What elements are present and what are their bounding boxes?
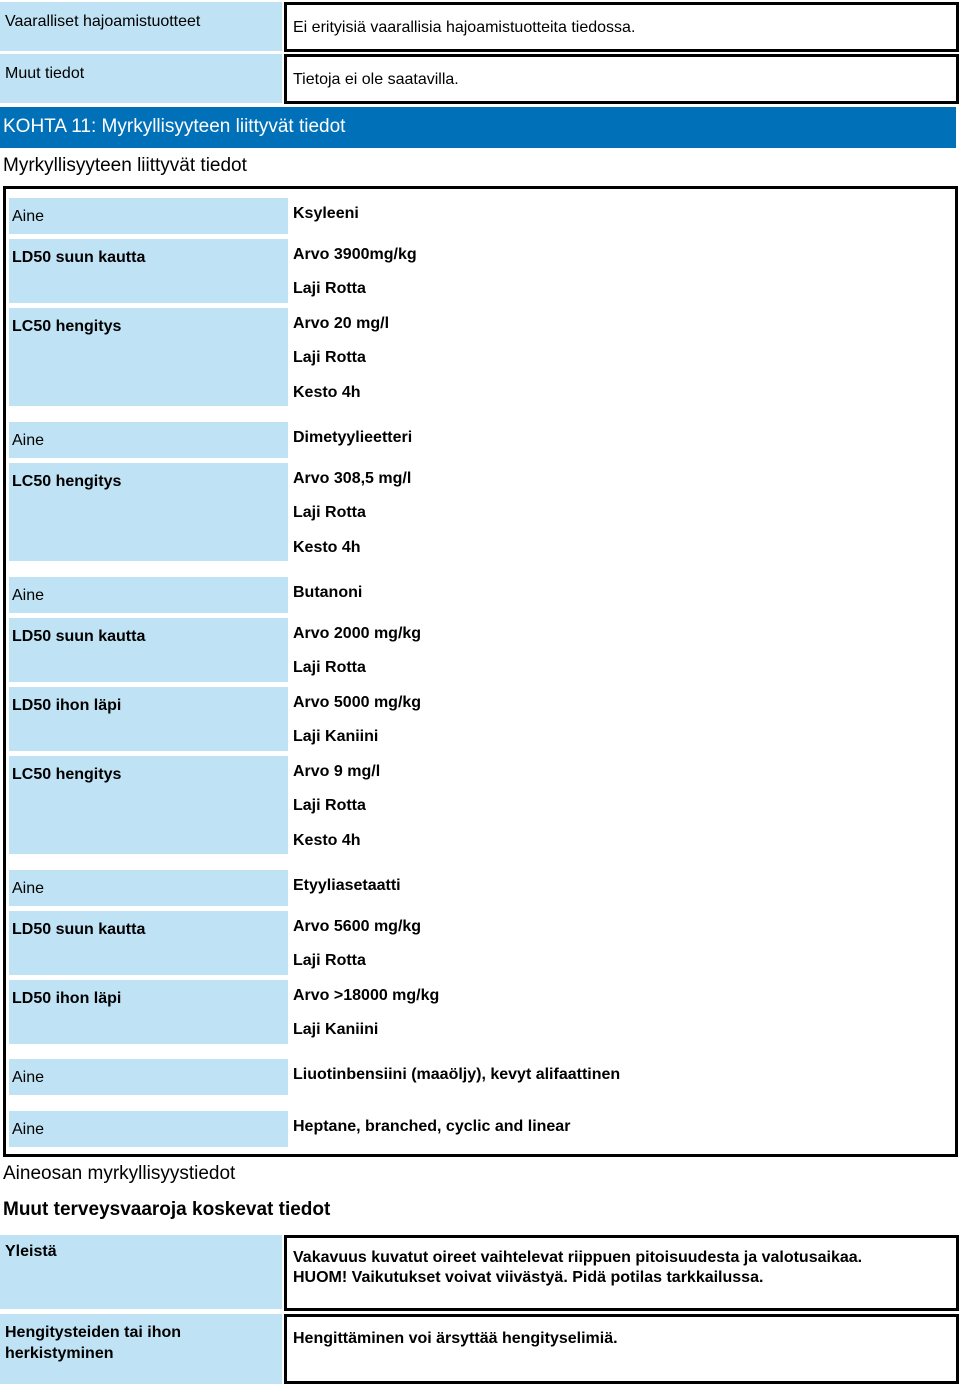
aine-label-cell [9, 198, 288, 234]
test-value: Kesto 4h [293, 832, 361, 849]
section-title: KOHTA 11: Myrkyllisyyteen liittyvät tiedot [3, 116, 346, 137]
substance-name: Ksyleeni [293, 205, 359, 222]
aine-label: Aine [12, 880, 45, 897]
substance-name: Etyyliasetaatti [293, 877, 401, 894]
test-value: Laji Rotta [293, 659, 366, 676]
test-value: Kesto 4h [293, 384, 361, 401]
row-label: Yleistä [5, 1243, 57, 1260]
substance-name: Butanoni [293, 584, 363, 601]
row-label: Muut tiedot [5, 65, 85, 82]
row-value: Tietoja ei ole saatavilla. [293, 71, 459, 88]
row-value-cell [284, 1314, 959, 1384]
test-value: Arvo 308,5 mg/l [293, 470, 412, 487]
aine-label: Aine [12, 208, 45, 225]
aine-label: Aine [12, 587, 45, 604]
aine-label-cell [9, 577, 288, 613]
test-value: Laji Rotta [293, 952, 366, 969]
row-label: Hengitysteiden tai ihon [5, 1324, 182, 1341]
test-value: Laji Rotta [293, 280, 366, 297]
test-value: Arvo 20 mg/l [293, 315, 390, 332]
test-value: Arvo 2000 mg/kg [293, 625, 422, 642]
row-value: Ei erityisiä vaarallisia hajoamistuotteita tiedossa. [293, 19, 636, 36]
test-label: LD50 ihon läpi [12, 697, 122, 714]
test-label: LC50 hengitys [12, 766, 122, 783]
aine-label-cell [9, 1111, 288, 1147]
row-label: herkistyminen [5, 1345, 114, 1362]
aine-label-cell [9, 1059, 288, 1095]
test-label: LD50 suun kautta [12, 921, 146, 938]
test-value: Arvo >18000 mg/kg [293, 987, 440, 1004]
test-label: LD50 ihon läpi [12, 990, 122, 1007]
test-value: Laji Rotta [293, 504, 366, 521]
test-value: Laji Kaniini [293, 728, 379, 745]
substance-name: Dimetyylieetteri [293, 429, 413, 446]
test-value: Laji Kaniini [293, 1021, 379, 1038]
test-value: Arvo 3900mg/kg [293, 246, 417, 263]
row-value: HUOM! Vaikutukset voivat viivästyä. Pidä potilas tarkkailussa. [293, 1269, 764, 1286]
aine-label-cell [9, 422, 288, 458]
test-label: LC50 hengitys [12, 473, 122, 490]
test-label: LD50 suun kautta [12, 628, 146, 645]
test-value: Laji Rotta [293, 797, 366, 814]
aine-label: Aine [12, 1069, 45, 1086]
test-value: Kesto 4h [293, 539, 361, 556]
test-value: Arvo 5000 mg/kg [293, 694, 422, 711]
test-value: Arvo 5600 mg/kg [293, 918, 422, 935]
component-heading: Aineosan myrkyllisyystiedot [3, 1163, 236, 1184]
substance-name: Heptane, branched, cyclic and linear [293, 1118, 571, 1135]
substance-name: Liuotinbensiini (maaöljy), kevyt alifaattinen [293, 1066, 621, 1083]
test-label: LD50 suun kautta [12, 249, 146, 266]
row-value: Vakavuus kuvatut oireet vaihtelevat riippuen pitoisuudesta ja valotusaikaa. [293, 1249, 863, 1266]
other-heading: Muut terveysvaaroja koskevat tiedot [3, 1199, 331, 1220]
row-value: Hengittäminen voi ärsyttää hengityselimiä. [293, 1330, 618, 1347]
row-label: Vaaralliset hajoamistuotteet [5, 13, 201, 30]
test-label: LC50 hengitys [12, 318, 122, 335]
aine-label: Aine [12, 1121, 45, 1138]
test-value: Laji Rotta [293, 349, 366, 366]
aine-label: Aine [12, 432, 45, 449]
tox-heading: Myrkyllisyyteen liittyvät tiedot [3, 155, 247, 176]
aine-label-cell [9, 870, 288, 906]
test-value: Arvo 9 mg/l [293, 763, 381, 780]
